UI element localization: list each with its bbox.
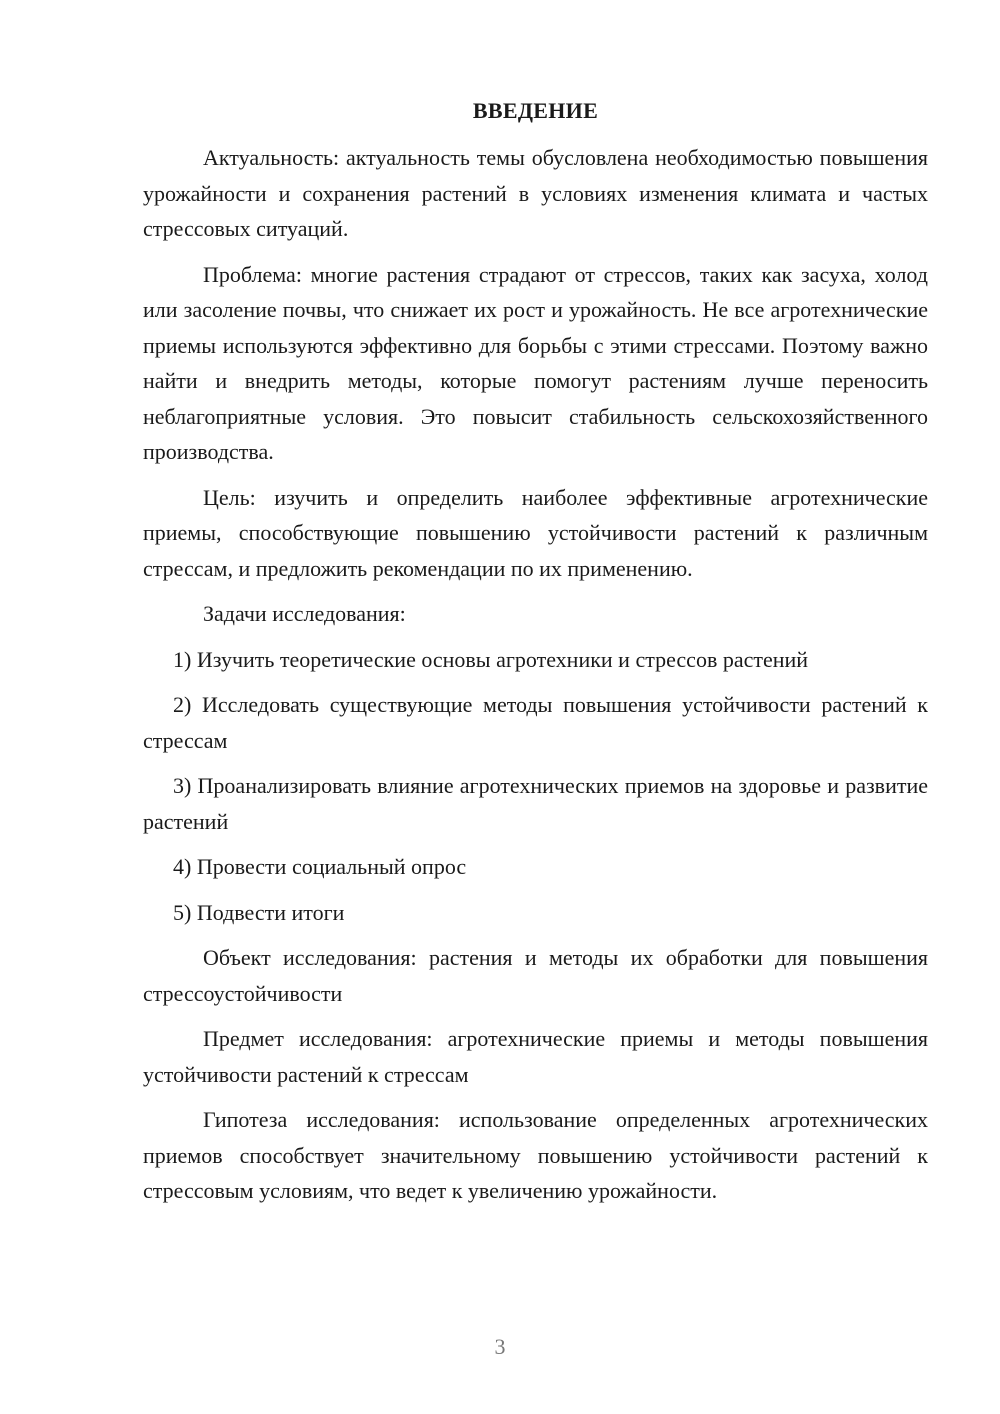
paragraph-hypothesis: Гипотеза исследования: использование определенных агротехнических приемов способствует значительному повышению устойчивости растений к стрессовым условиям, что ведет к увеличению урожайности. <box>143 1107 928 1203</box>
page-number: 3 <box>494 1334 506 1359</box>
task-item-3: 3) Проанализировать влияние агротехнических приемов на здоровье и развитие растений <box>143 773 928 834</box>
section-heading: ВВЕДЕНИЕ <box>472 98 599 123</box>
document-page <box>143 96 928 1219</box>
paragraph-object: Объект исследования: растения и методы их обработки для повышения стрессоустойчивости <box>143 945 928 1006</box>
paragraph-relevance: Актуальность: актуальность темы обусловлена необходимостью повышения урожайности и сохранения растений в условиях изменения климата и частых стрессовых ситуаций. <box>143 145 928 241</box>
task-item-4: 4) Провести социальный опрос <box>173 854 467 879</box>
paragraph-problem: Проблема: многие растения страдают от стрессов, таких как засуха, холод или засоление почвы, что снижает их рост и урожайность. Не все агротехнические приемы используются эффективно для борьбы с этими стрессами. Поэтому важно найти и внедрить методы, которые помогут растениям лучше переносить неблагоприятные условия. Это повысит стабильность сельскохозяйственного производства. <box>143 261 928 464</box>
task-item-5: 5) Подвести итоги <box>173 899 345 925</box>
task-item-2: 2) Исследовать существующие методы повышения устойчивости растений к стрессам <box>143 692 928 753</box>
paragraph-goal: Цель: изучить и определить наиболее эффективные агротехнические приемы, способствующие повышению устойчивости растений к различным стрессам, и предложить рекомендации по их применению. <box>143 484 928 581</box>
tasks-title: Задачи исследования: <box>203 601 406 626</box>
task-item-1: 1) Изучить теоретические основы агротехники и стрессов растений <box>173 646 809 672</box>
paragraph-subject: Предмет исследования: агротехнические приемы и методы повышения устойчивости растений к стрессам <box>143 1026 928 1087</box>
